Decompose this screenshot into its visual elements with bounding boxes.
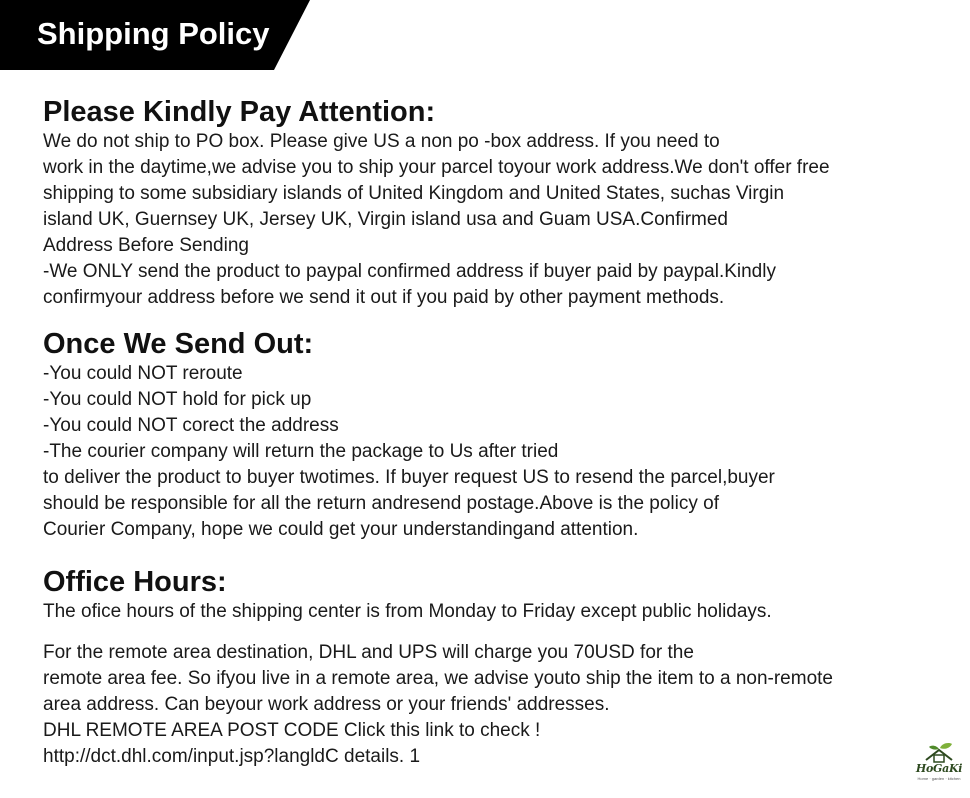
leaf-house-icon: [912, 742, 966, 764]
section-heading: Office Hours:: [43, 566, 227, 598]
text-line: -We ONLY send the product to paypal confirmed address if buyer paid by paypal.Kindly: [43, 261, 776, 282]
text-line: The ofice hours of the shipping center is from Monday to Friday except public holidays.: [43, 601, 772, 622]
text-line: -The courier company will return the package to Us after tried: [43, 441, 559, 462]
logo-wordmark: HoGaKi: [915, 762, 963, 775]
text-line: For the remote area destination, DHL and UPS will charge you 70USD for the: [43, 642, 694, 663]
section-heading: Please Kindly Pay Attention:: [43, 96, 436, 128]
text-line: should be responsible for all the return andresend postage.Above is the policy of: [43, 493, 719, 514]
text-line: shipping to some subsidiary islands of United Kingdom and United States, suchas Virgin: [43, 183, 785, 204]
text-line: -You could NOT corect the address: [43, 415, 339, 436]
text-line: area address. Can beyour work address or your friends' addresses.: [43, 694, 610, 715]
section-attention: [43, 95, 943, 311]
text-line: confirmyour address before we send it out if you paid by other payment methods.: [43, 287, 725, 308]
text-line: Address Before Sending: [43, 235, 249, 256]
text-line: -You could NOT hold for pick up: [43, 389, 312, 410]
page-title: Shipping Policy: [37, 16, 270, 51]
text-line: -You could NOT reroute: [43, 363, 243, 384]
dhl-link-text[interactable]: http://dct.dhl.com/input.jsp?langldC details. 1: [43, 746, 421, 767]
text-line: DHL REMOTE AREA POST CODE Click this link to check !: [43, 720, 541, 741]
logo-tagline: Home · garden · kitchen: [917, 776, 961, 781]
brand-logo: [912, 742, 966, 788]
text-line: island UK, Guernsey UK, Jersey UK, Virgin island usa and Guam USA.Confirmed: [43, 209, 729, 230]
text-line: We do not ship to PO box. Please give US a non po -box address. If you need to: [43, 131, 720, 152]
section-office-hours: [43, 565, 943, 625]
text-line: to deliver the product to buyer twotimes. If buyer request US to resend the parcel,buyer: [43, 467, 775, 488]
section-once-sent: [43, 327, 943, 543]
text-line: Courier Company, hope we could get your understandingand attention.: [43, 519, 639, 540]
text-line: work in the daytime,we advise you to ship your parcel toyour work address.We don't offer free: [43, 157, 830, 178]
section-heading: Once We Send Out:: [43, 328, 314, 360]
section-remote-area: [43, 640, 943, 770]
text-line: remote area fee. So ifyou live in a remote area, we advise youto ship the item to a non-remote: [43, 668, 833, 689]
